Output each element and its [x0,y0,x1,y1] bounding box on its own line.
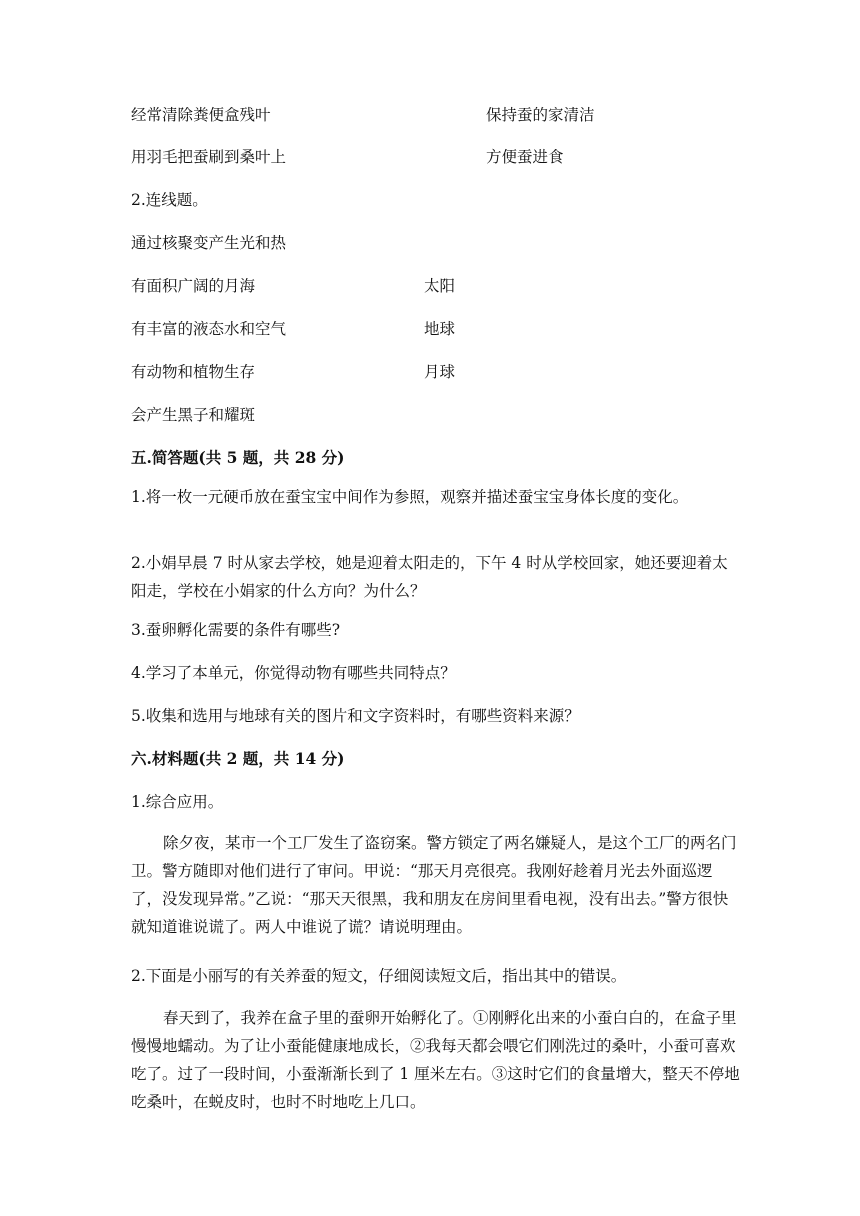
match-description: 有丰富的液态水和空气 [131,320,287,338]
question-title: 2.下面是小丽写的有关养蚕的短文，仔细阅读短文后，指出其中的错误。 [131,967,627,985]
section-heading: 六.材料题(共 2 题，共 14 分) [131,749,345,768]
match-body: 月球 [424,363,456,381]
match-left-item-2: 用羽毛把蚕刷到桑叶上 [131,148,287,166]
material-passage: 春天到了，我养在盒子里的蚕卵开始孵化了。①刚孵化出来的小蚕白白的，在盒子里慢慢地蠕动。为了让小蚕能健康地成长，②我每天都会喂它们刚洗过的桑叶，小蚕可喜欢吃了。过了一段时间，小蚕渐渐长到了 1 厘米左右。③这时它们的食量增大，整天不停地吃桑叶，在蜕皮时，也时不时地吃上几口。 [131,1009,740,1111]
match-description: 有动物和植物生存 [131,363,256,381]
question-title: 2.连线题。 [131,191,208,209]
match-description: 有面积广阔的月海 [131,277,256,295]
match-body: 地球 [424,320,456,338]
question-title: 1.综合应用。 [131,793,224,811]
question-item: 3.蚕卵孵化需要的条件有哪些? [131,621,341,639]
match-right-item-1: 保持蚕的家清洁 [486,106,595,124]
section-heading: 五.简答题(共 5 题，共 28 分) [131,448,345,467]
match-right-item-2: 方便蚕进食 [486,148,564,166]
material-passage: 除夕夜，某市一个工厂发生了盗窃案。警方锁定了两名嫌疑人，是这个工厂的两名门卫。警方随即对他们进行了审问。甲说：“那天月亮很亮。我刚好趁着月光去外面巡逻了，没发现异常。”乙说：“那天天很黑，我和朋友在房间里看电视，没有出去。”警方很快就知道谁说谎了。两人中谁说了谎？请说明理由。 [131,834,737,936]
match-description: 通过核聚变产生光和热 [131,234,287,252]
match-description: 会产生黑子和耀斑 [131,406,256,424]
question-item: 4.学习了本单元，你觉得动物有哪些共同特点？ [131,664,456,682]
question-item: 1.将一枚一元硬币放在蚕宝宝中间作为参照，观察并描述蚕宝宝身体长度的变化。 [131,488,689,506]
match-left-item-1: 经常清除粪便盒残叶 [131,106,271,124]
match-body: 太阳 [424,277,456,295]
question-item: 5.收集和选用与地球有关的图片和文字资料时，有哪些资料来源？ [131,707,580,725]
question-item: 2.小娟早晨 7 时从家去学校，她是迎着太阳走的，下午 4 时从学校回家，她还要迎着太阳走，学校在小娟家的什么方向？为什么？ [131,554,728,600]
